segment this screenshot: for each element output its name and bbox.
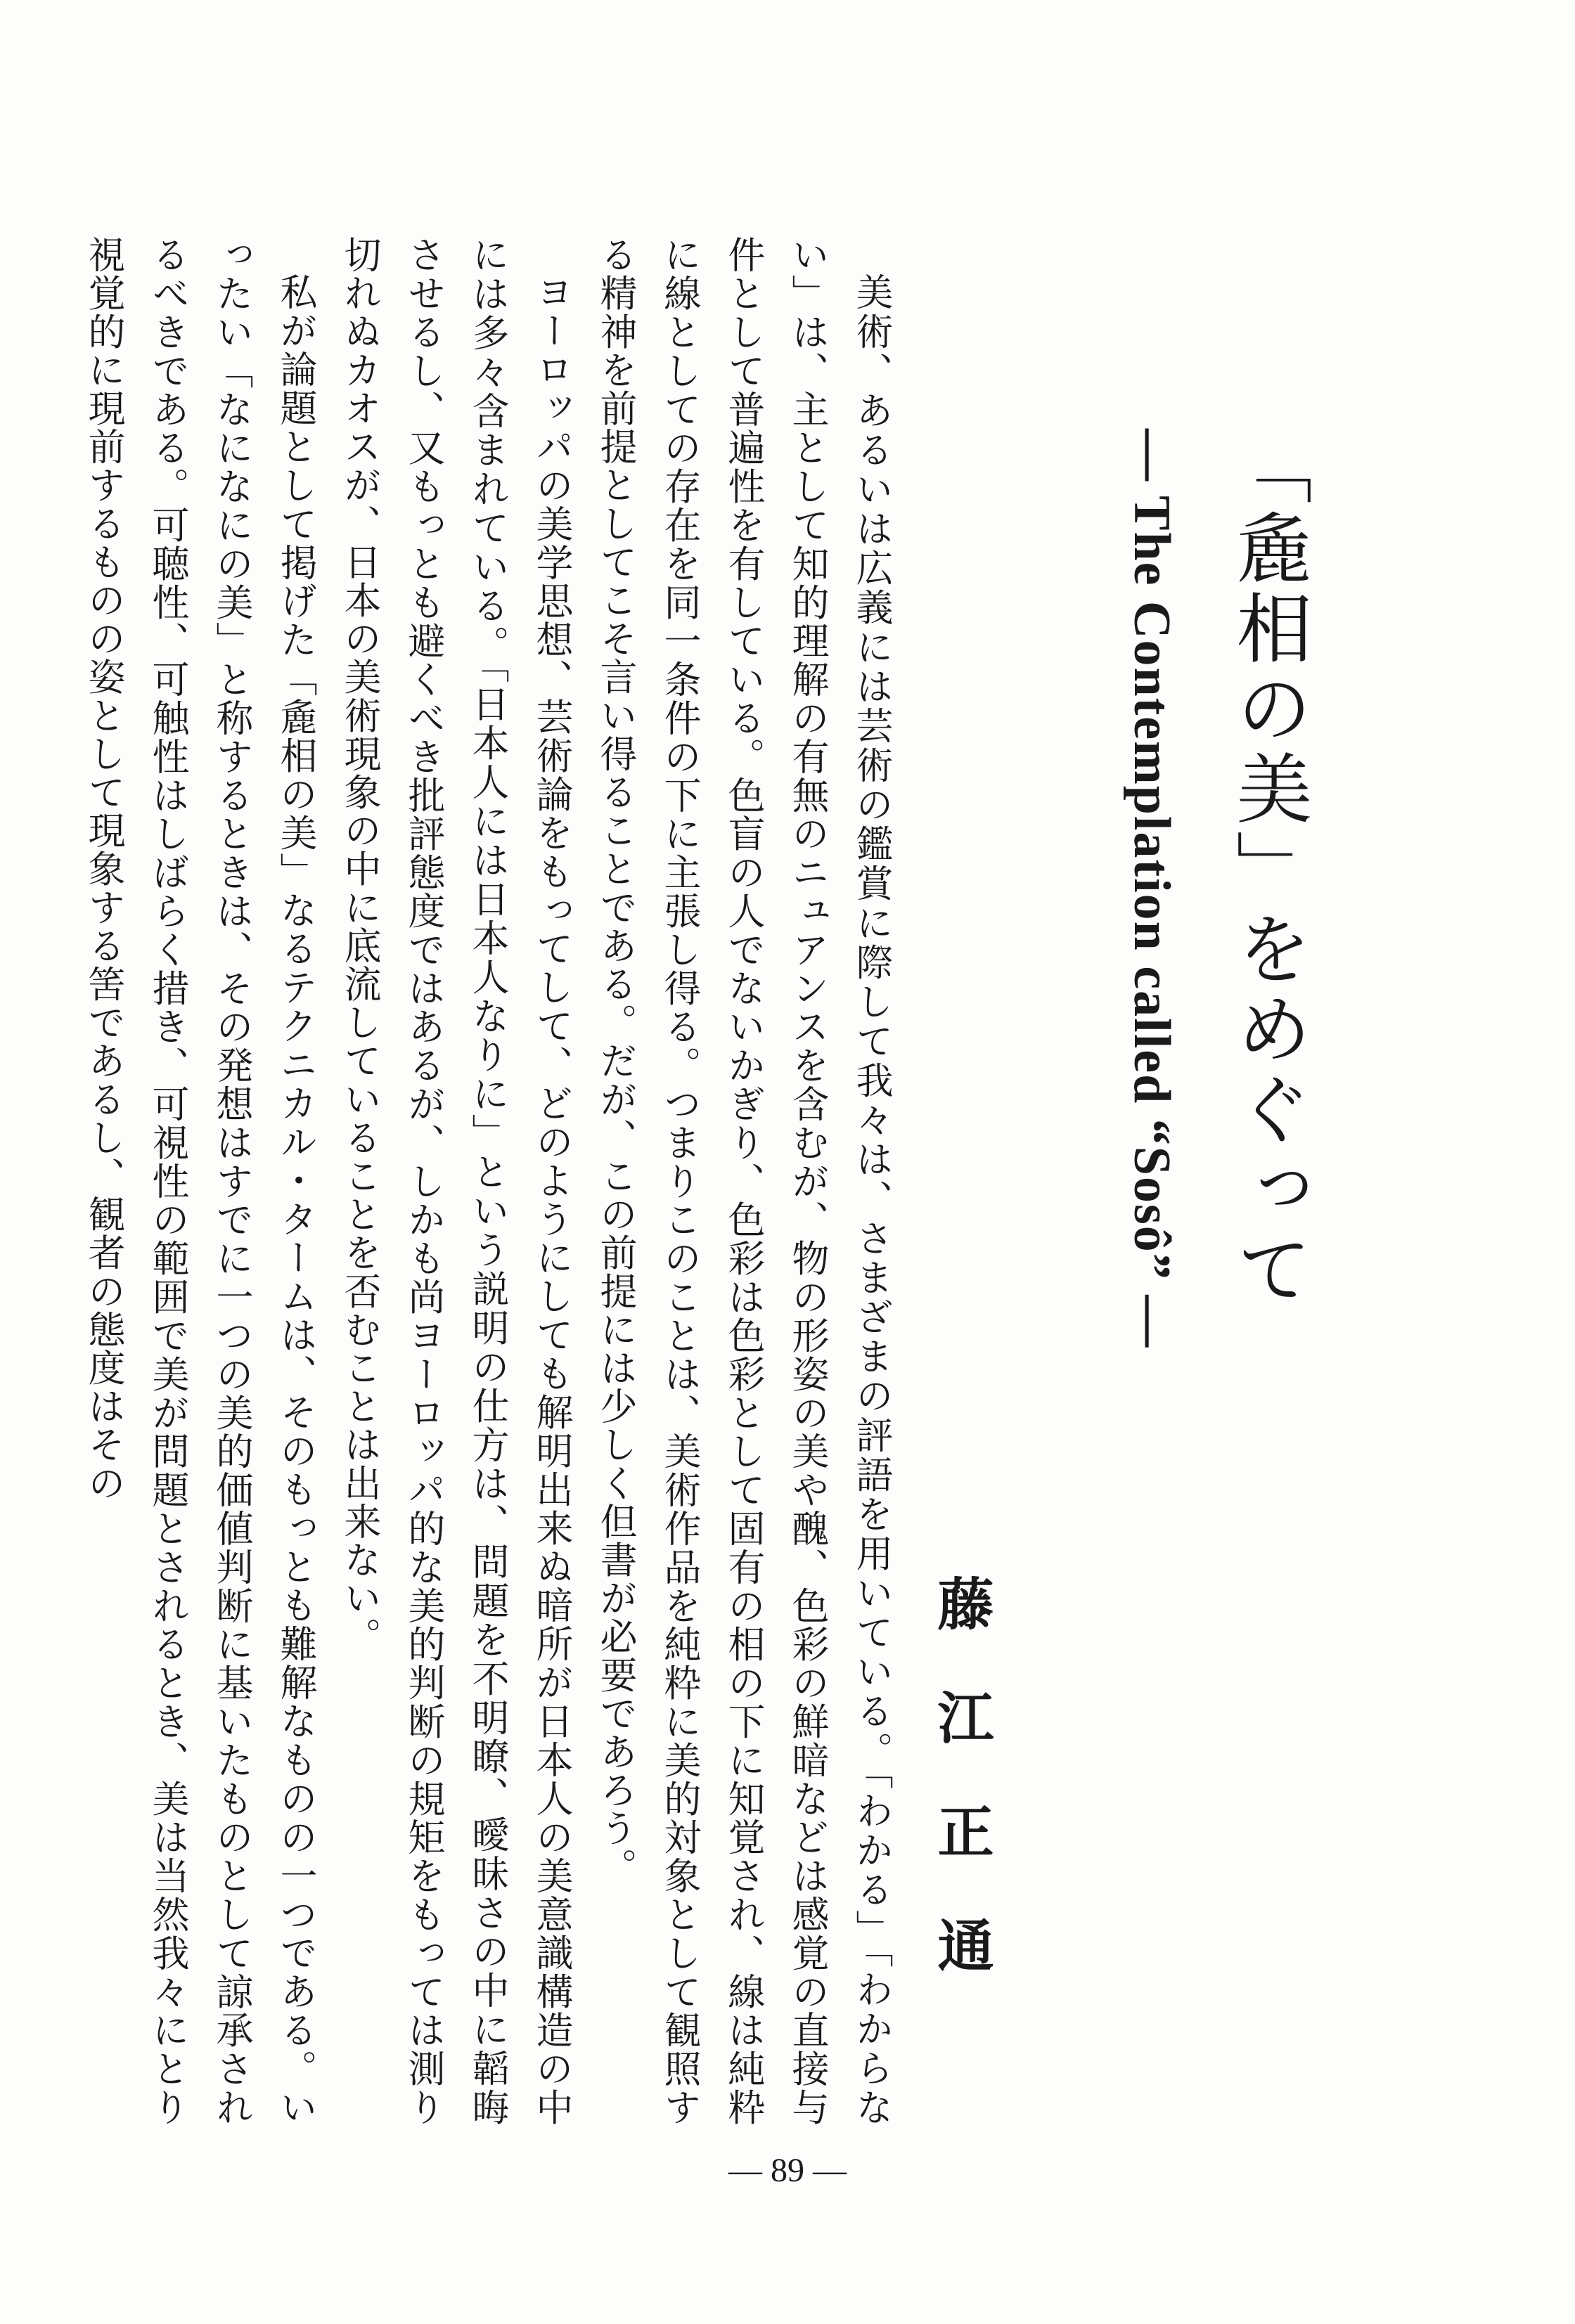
body-paragraph-3: 私が論題として掲げた「麁相の美」なるテクニカル・タームは、そのもっとも難解なものの一つである。いったい「なになにの美」と称するときは、その発想はすでに一つの美的価値判断に基いたものとして諒承されるべきである。可聴性、可触性はしばらく措き、可視性の範囲で美が問題とされるとき、美は当然我々にとり視覚的に現前するものの姿として現象する筈であるし、観者の態度はその [82, 235, 317, 2126]
body-paragraph-2: ヨーロッパの美学思想、芸術論をもってして、どのようにしても解明出来ぬ暗所が日本人の美意識構造の中には多々含まれている。「日本人には日本人なりに」という説明の仕方は、問題を不明瞭、曖昧さの中に韜晦させるし、又もっとも避くべき批評態度ではあるが、しかも尚ヨーロッパ的な美的判断の規矩をもっては測り切れぬカオスが、日本の美術現象の中に底流していることを否むことは出来ない。 [338, 235, 573, 2126]
body-paragraph-1: 美術、あるいは広義には芸術の鑑賞に際して我々は、さまざまの評語を用いている。「わかる」「わからない」は、主として知的理解の有無のニュアンスを含むが、物の形姿の美や醜、色彩の鮮暗などは感覚の直接与件として普遍性を有している。色盲の人でないかぎり、色彩は色彩として固有の相の下に知覚され、線は純粋に線としての存在を同一条件の下に主張し得る。つまりこのことは、美術作品を純粋に美的対象として観照する精神を前提としてこそ言い得ることである。だが、この前提には少しく但書が必要であろう。 [594, 235, 893, 2126]
article-title: 「麁相の美」をめぐって [1223, 429, 1311, 1310]
article-body [72, 235, 904, 2126]
page-number: — 89 — [728, 2152, 847, 2189]
author-name: 藤江正通 [928, 1575, 994, 2030]
article-subtitle: — The Contemplation called “Sosô” — [1123, 429, 1181, 1349]
